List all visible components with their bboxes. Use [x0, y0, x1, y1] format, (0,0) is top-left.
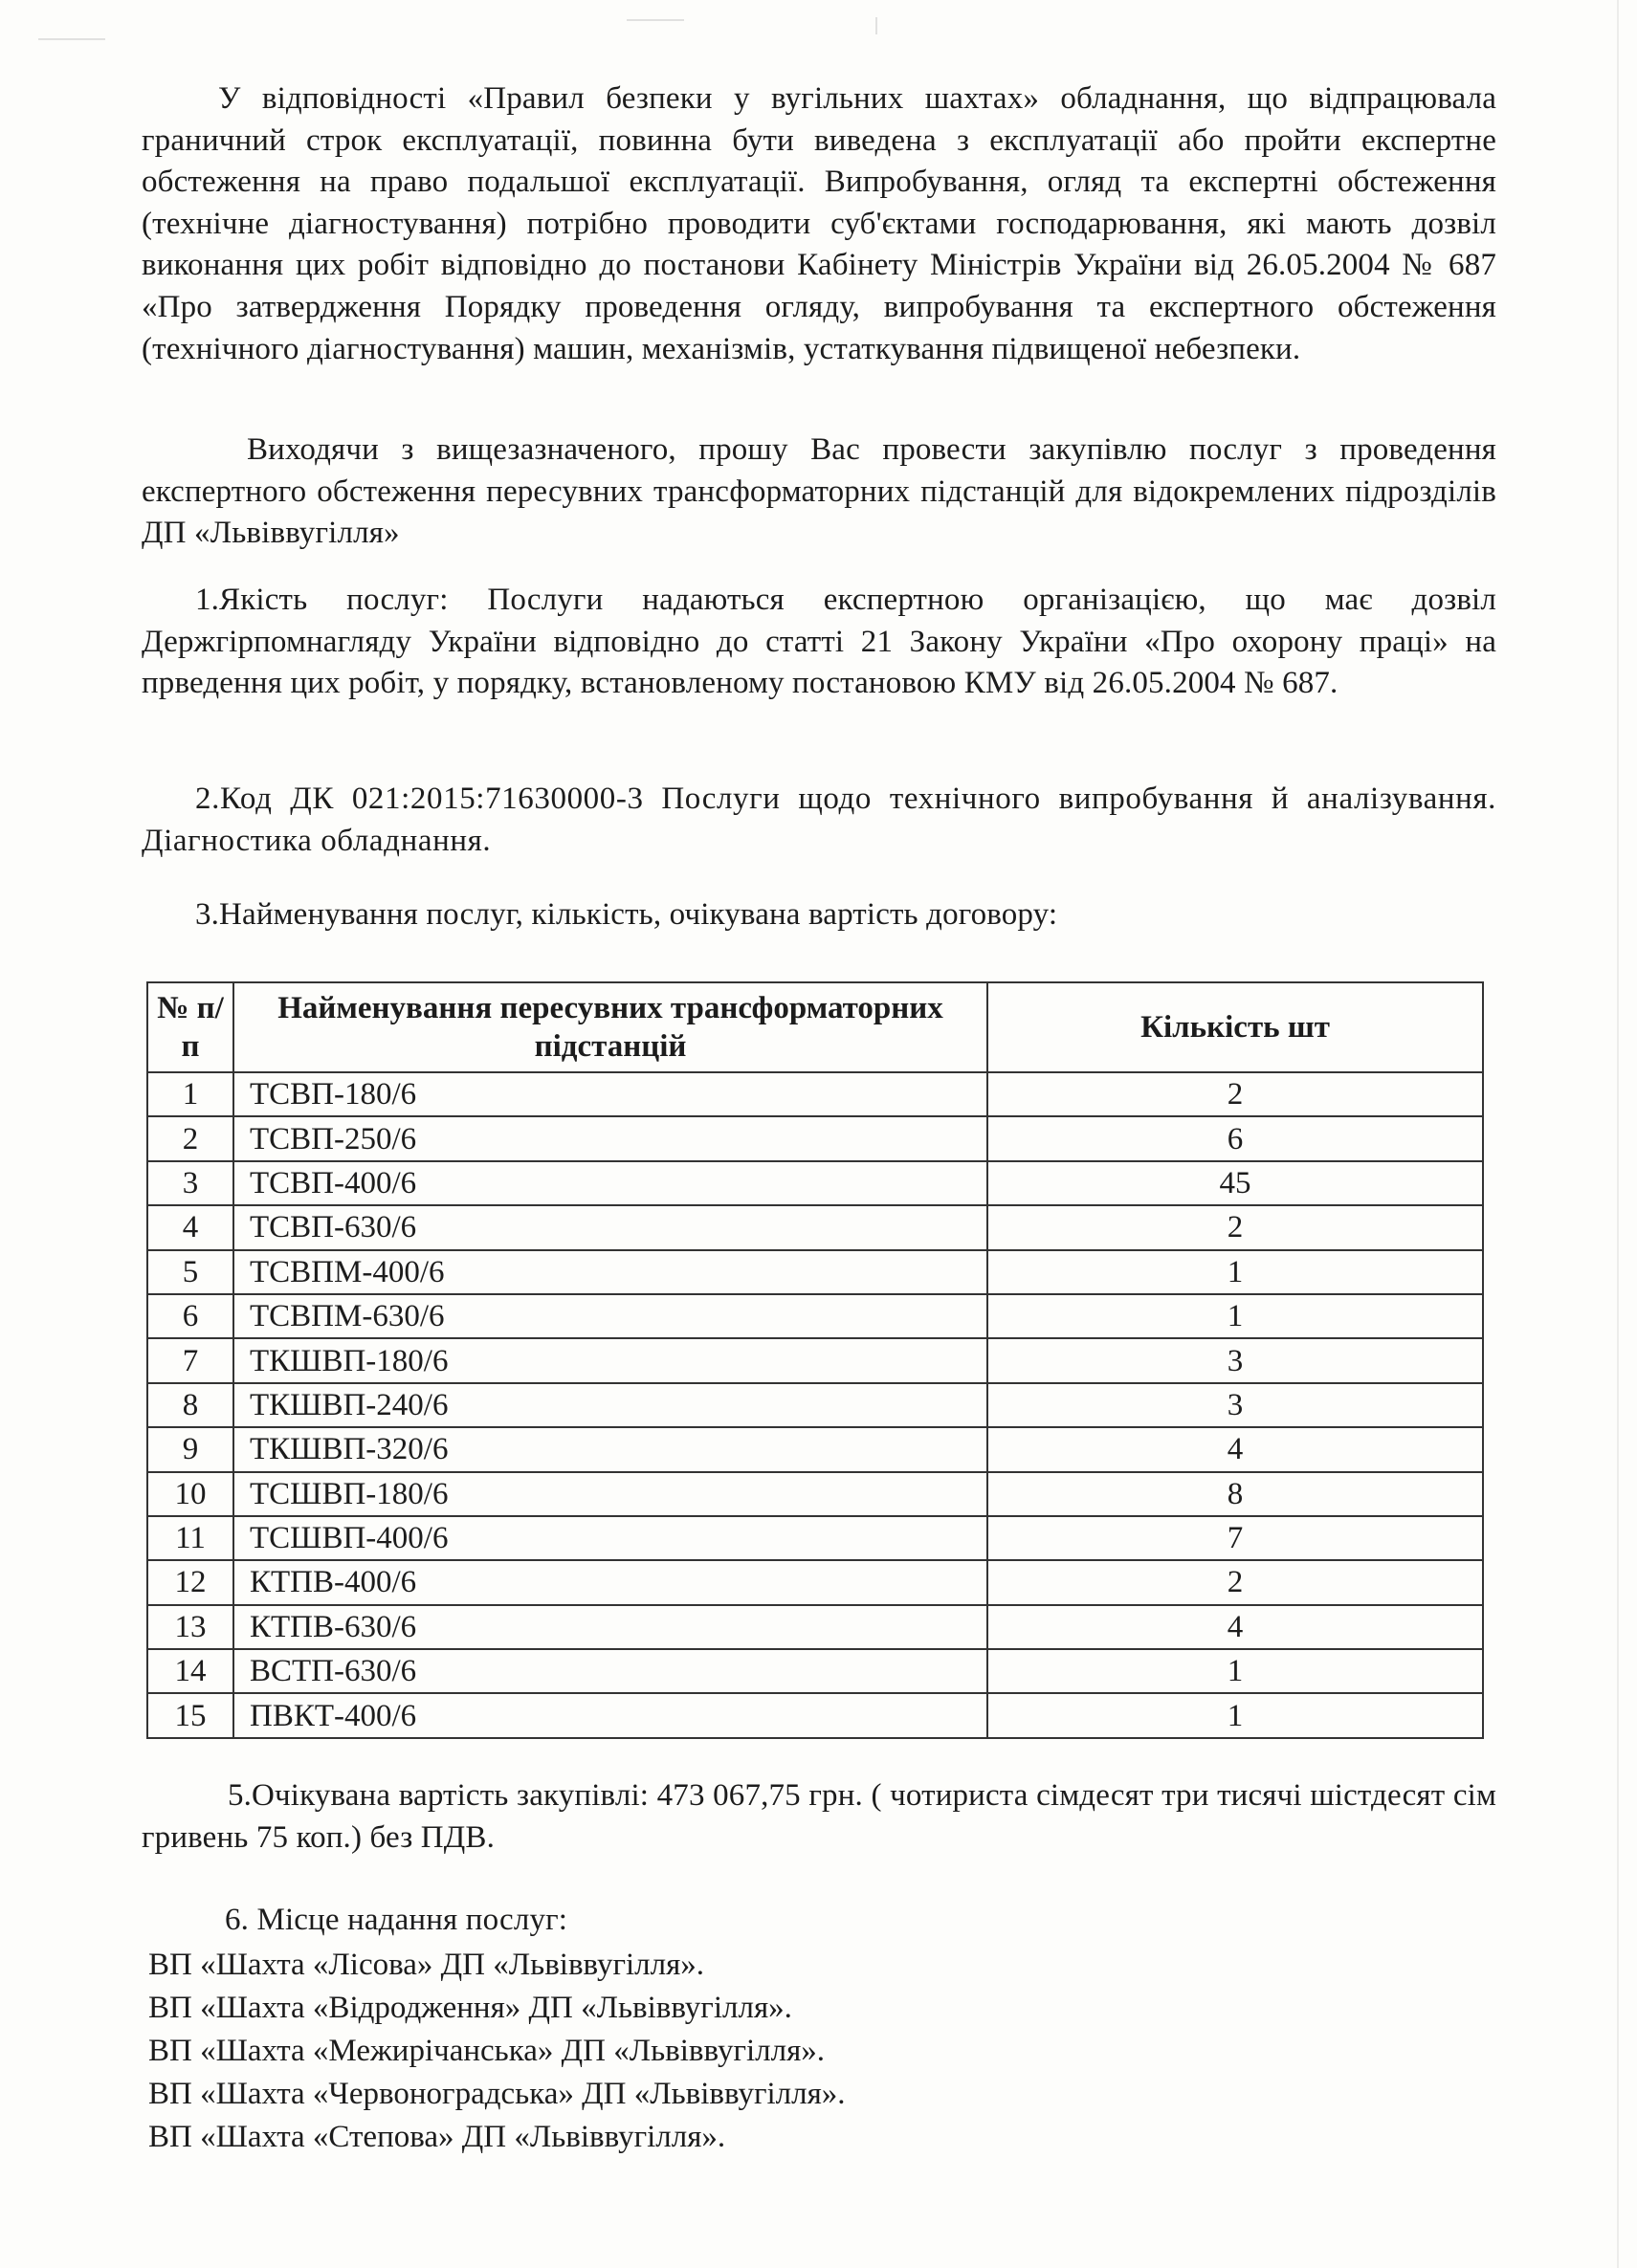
row-qty-cell: 45	[987, 1161, 1483, 1205]
table-row	[147, 1605, 1483, 1649]
header-name: Найменування пересувних трансформаторних підстанцій	[233, 982, 987, 1072]
row-qty-cell: 1	[987, 1649, 1483, 1693]
table-row	[147, 1161, 1483, 1205]
row-name-cell: ТСВПМ-400/6	[233, 1250, 987, 1294]
row-qty-cell: 1	[987, 1294, 1483, 1338]
scan-artifact	[875, 17, 877, 34]
row-name-cell: ТСВП-250/6	[233, 1116, 987, 1160]
row-qty-cell: 4	[987, 1605, 1483, 1649]
table-body	[147, 1072, 1483, 1738]
location-item: ВП «Шахта «Степова» ДП «Львіввугілля».	[148, 2120, 726, 2154]
row-num-cell: 5	[147, 1250, 233, 1294]
code-paragraph: 2.Код ДК 021:2015:71630000-3 Послуги щодо технічного випробування й аналізування. Діагностика обладнання.	[142, 782, 1496, 858]
row-name-cell: ВСТП-630/6	[233, 1649, 987, 1693]
quality-paragraph: 1.Якість послуг: Послуги надаються експертною організацією, що має дозвіл Держгірпомнагляду України відповідно до статті 21 Закону України «Про охорону праці» на прведення цих робіт, у порядку, встановленому постановою КМУ від 26.05.2004 № 687.	[142, 583, 1496, 701]
place-heading: 6. Місце надання послуг:	[225, 1903, 568, 1937]
row-name-cell: ТСВПМ-630/6	[233, 1294, 987, 1338]
table-row	[147, 1072, 1483, 1116]
row-num-cell: 4	[147, 1205, 233, 1249]
row-qty-cell: 7	[987, 1516, 1483, 1560]
table-row	[147, 1427, 1483, 1471]
row-num-cell: 12	[147, 1560, 233, 1604]
location-item: ВП «Шахта «Межирічанська» ДП «Львіввугілля».	[148, 2034, 826, 2068]
scan-artifact	[1617, 0, 1619, 2268]
row-name-cell: ТКШВП-240/6	[233, 1383, 987, 1427]
row-qty-cell: 2	[987, 1072, 1483, 1116]
row-name-cell: ТКШВП-180/6	[233, 1338, 987, 1382]
row-num-cell: 10	[147, 1472, 233, 1516]
header-num: № п/п	[147, 982, 233, 1072]
table-row	[147, 1649, 1483, 1693]
row-name-cell: ТКШВП-320/6	[233, 1427, 987, 1471]
row-name-cell: ПВКТ-400/6	[233, 1693, 987, 1737]
cost-paragraph: 5.Очікувана вартість закупівлі: 473 067,75 грн. ( чотириста сімдесят три тисячі шістдесят сім гривень 75 коп.) без ПДВ.	[142, 1778, 1496, 1855]
header-qty: Кількість шт	[987, 982, 1483, 1072]
row-num-cell: 11	[147, 1516, 233, 1560]
table-row	[147, 1250, 1483, 1294]
location-item: ВП «Шахта «Лісова» ДП «Львіввугілля».	[148, 1948, 705, 1982]
table-header-row	[147, 982, 1483, 1072]
row-num-cell: 13	[147, 1605, 233, 1649]
row-qty-cell: 3	[987, 1383, 1483, 1427]
row-qty-cell: 4	[987, 1427, 1483, 1471]
row-name-cell: ТСШВП-400/6	[233, 1516, 987, 1560]
row-qty-cell: 3	[987, 1338, 1483, 1382]
request-paragraph: Виходячи з вищезазначеного, прошу Вас провести закупівлю послуг з проведення експертного обстеження пересувних трансформаторних підстанцій для відокремлених підрозділів ДП «Львіввугілля»	[142, 432, 1496, 551]
row-qty-cell: 8	[987, 1472, 1483, 1516]
scan-artifact	[627, 19, 684, 21]
row-qty-cell: 1	[987, 1250, 1483, 1294]
table-row	[147, 1116, 1483, 1160]
row-num-cell: 1	[147, 1072, 233, 1116]
scan-artifact	[38, 38, 105, 40]
table-row	[147, 1294, 1483, 1338]
row-num-cell: 6	[147, 1294, 233, 1338]
table-row	[147, 1472, 1483, 1516]
location-item: ВП «Шахта «Червоноградська» ДП «Львіввугілля».	[148, 2077, 846, 2111]
table-row	[147, 1516, 1483, 1560]
table-row	[147, 1693, 1483, 1737]
location-item: ВП «Шахта «Відродження» ДП «Львіввугілля».	[148, 1991, 792, 2025]
row-qty-cell: 1	[987, 1693, 1483, 1737]
table-row	[147, 1560, 1483, 1604]
intro-paragraph: У відповідності «Правил безпеки у вугільних шахтах» обладнання, що відпрацювала граничний строк експлуатації, повинна бути виведена з експлуатації або пройти експертне обстеження на право подальшої експлуатації. Випробування, огляд та експертні обстеження (технічне діагностування) потрібно проводити суб'єктами господарювання, які мають дозвіл виконання цих робіт відповідно до постанови Кабінету Міністрів України від 26.05.2004 № 687 «Про затвердження Порядку проведення огляду, випробування та експертного обстеження (технічного діагностування) машин, механізмів, устаткування підвищеної небезпеки.	[142, 81, 1496, 366]
row-qty-cell: 2	[987, 1560, 1483, 1604]
row-name-cell: КТПВ-400/6	[233, 1560, 987, 1604]
stations-table	[146, 981, 1484, 1739]
row-name-cell: КТПВ-630/6	[233, 1605, 987, 1649]
table-row	[147, 1338, 1483, 1382]
row-qty-cell: 2	[987, 1205, 1483, 1249]
row-num-cell: 15	[147, 1693, 233, 1737]
location-list	[148, 1944, 846, 2159]
row-num-cell: 9	[147, 1427, 233, 1471]
names-heading: 3.Найменування послуг, кількість, очікувана вартість договору:	[195, 897, 1058, 932]
row-qty-cell: 6	[987, 1116, 1483, 1160]
row-name-cell: ТСВП-400/6	[233, 1161, 987, 1205]
row-num-cell: 7	[147, 1338, 233, 1382]
row-num-cell: 3	[147, 1161, 233, 1205]
row-name-cell: ТСВП-630/6	[233, 1205, 987, 1249]
row-num-cell: 2	[147, 1116, 233, 1160]
row-name-cell: ТСШВП-180/6	[233, 1472, 987, 1516]
table-row	[147, 1205, 1483, 1249]
row-num-cell: 8	[147, 1383, 233, 1427]
row-num-cell: 14	[147, 1649, 233, 1693]
table-row	[147, 1383, 1483, 1427]
row-name-cell: ТСВП-180/6	[233, 1072, 987, 1116]
